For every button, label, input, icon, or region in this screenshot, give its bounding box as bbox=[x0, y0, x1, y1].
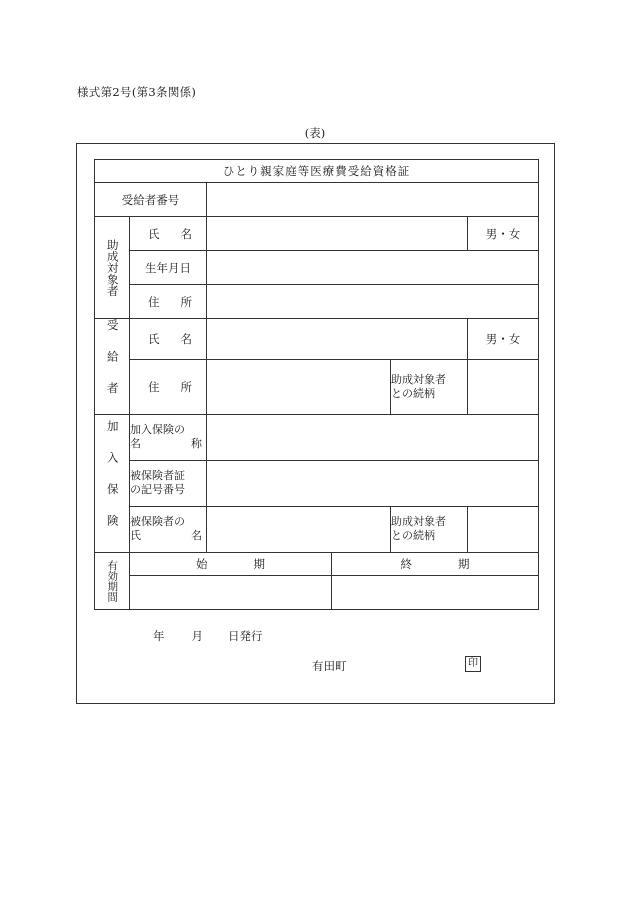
insured-card-line1: 被保険者証 bbox=[130, 469, 185, 482]
insurance-name-line2-char-1: 名 bbox=[130, 437, 141, 450]
recipient-number-label: 受給者番号 bbox=[95, 183, 207, 217]
insured-card-field[interactable] bbox=[207, 460, 539, 506]
recipient-address-label bbox=[130, 359, 207, 414]
insured-name-field[interactable] bbox=[207, 506, 391, 552]
insurance-name-label bbox=[130, 414, 207, 460]
insurance-name-field[interactable] bbox=[207, 414, 539, 460]
issue-date-year: 年 bbox=[153, 629, 165, 643]
subject-name-label-char-1: 氏 bbox=[148, 226, 160, 241]
validity-end-field[interactable] bbox=[332, 575, 539, 609]
issue-date-day: 日発行 bbox=[228, 629, 263, 643]
recipient-number-field[interactable] bbox=[207, 183, 539, 217]
insured-name-line2-char-2: 名 bbox=[191, 529, 202, 542]
validity-label-text: 有効期間 bbox=[106, 559, 119, 602]
issue-date bbox=[153, 628, 263, 644]
recipient-relationship-field[interactable] bbox=[468, 359, 539, 414]
insured-name-line1: 被保険者の bbox=[130, 515, 185, 528]
recipient-address-field[interactable] bbox=[207, 359, 391, 414]
recipient-name-field[interactable] bbox=[207, 319, 468, 360]
recipient-name-label-char-1: 氏 bbox=[148, 331, 160, 346]
recipient-address-label-char-2: 所 bbox=[180, 379, 192, 394]
form-number: 様式第2号(第3条関係) bbox=[77, 85, 197, 99]
insured-card-line2: の記号番号 bbox=[130, 483, 185, 496]
seal-stamp: 印 bbox=[465, 656, 481, 672]
subject-label-text: 助成対象者 bbox=[105, 238, 120, 297]
recipient-gender[interactable]: 男・女 bbox=[468, 319, 539, 360]
subject-name-field[interactable] bbox=[207, 217, 468, 251]
insured-relationship-label bbox=[391, 506, 468, 552]
insured-relationship-line2: との続柄 bbox=[391, 529, 435, 542]
validity-end-label bbox=[332, 552, 539, 575]
insured-relationship-field[interactable] bbox=[468, 506, 539, 552]
recipient-name-label bbox=[130, 319, 207, 360]
side-label: (表) bbox=[304, 126, 326, 140]
recipient-name-label-char-2: 名 bbox=[180, 331, 192, 346]
subject-section-label bbox=[95, 217, 130, 319]
insurance-name-line2-char-2: 称 bbox=[191, 437, 202, 450]
insured-card-label bbox=[130, 460, 207, 506]
subject-birthdate-label: 生年月日 bbox=[130, 251, 207, 285]
insurance-section-label bbox=[95, 414, 130, 552]
insured-relationship-line1: 助成対象者 bbox=[391, 515, 446, 528]
recipient-address-label-char-1: 住 bbox=[148, 379, 160, 394]
issue-date-month: 月 bbox=[191, 629, 203, 643]
recipient-section-label bbox=[95, 319, 130, 415]
validity-start-label bbox=[130, 552, 332, 575]
subject-birthdate-field[interactable] bbox=[207, 251, 539, 285]
validity-section-label bbox=[95, 552, 130, 609]
certificate-title: ひとり親家庭等医療費受給資格証 bbox=[95, 160, 539, 183]
insured-name-line2-char-1: 氏 bbox=[130, 529, 141, 542]
subject-name-label-char-2: 名 bbox=[180, 226, 192, 241]
validity-start-char-1: 始 bbox=[196, 556, 208, 571]
certificate-table bbox=[94, 159, 539, 610]
validity-end-char-1: 終 bbox=[400, 556, 413, 571]
subject-address-label-char-1: 住 bbox=[148, 294, 160, 309]
subject-address-label bbox=[130, 285, 207, 319]
subject-name-label bbox=[130, 217, 207, 251]
insurance-name-line1: 加入保険の bbox=[130, 423, 185, 436]
recipient-relationship-line1: 助成対象者 bbox=[391, 372, 446, 386]
recipient-relationship-label bbox=[391, 359, 468, 414]
insured-name-label bbox=[130, 506, 207, 552]
subject-address-field[interactable] bbox=[207, 285, 539, 319]
insurance-label-text: 加入保険 bbox=[105, 420, 120, 546]
recipient-label-text: 受給者 bbox=[105, 319, 120, 414]
subject-gender[interactable]: 男・女 bbox=[468, 217, 539, 251]
subject-address-label-char-2: 所 bbox=[180, 294, 192, 309]
validity-start-field[interactable] bbox=[130, 575, 332, 609]
validity-end-char-2: 期 bbox=[458, 556, 470, 571]
issuer-town: 有田町 bbox=[312, 659, 347, 673]
recipient-relationship-line2: との続柄 bbox=[391, 386, 435, 400]
validity-start-char-2: 期 bbox=[253, 556, 265, 571]
